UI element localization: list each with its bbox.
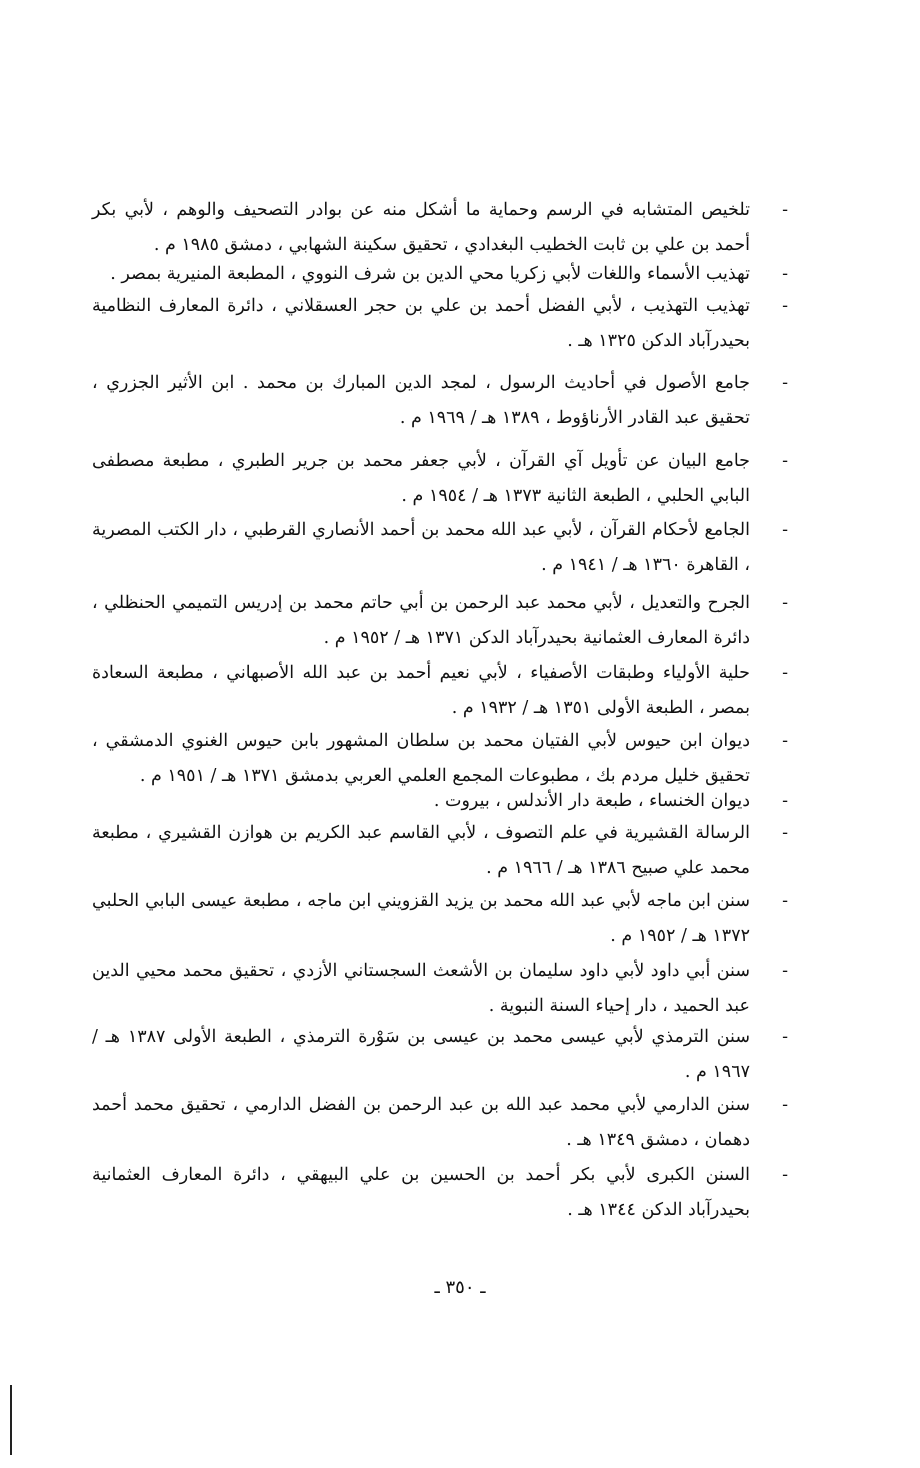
entry-text: ديوان الخنساء ، طبعة دار الأندلس ، بيروت . [433, 791, 750, 811]
entry-text: سنن الترمذي لأبي عيسى محمد بن عيسى بن سَوْرة الترمذي ، الطبعة الأولى ١٣٨٧ هـ / ١٩٦٧ م . [92, 1027, 750, 1082]
bibliography-entry [92, 1020, 788, 1090]
bibliography-entry [92, 586, 788, 656]
entry-bullet: - [782, 373, 788, 393]
entry-bullet: - [782, 791, 788, 811]
entry-text: جامع البيان عن تأويل آي القرآن ، لأبي جعفر محمد بن جرير الطبري ، مطبعة مصطفى البابي الحلبي ، الطبعة الثانية ١٣٧٣ هـ / ١٩٥٤ م . [92, 451, 750, 506]
entry-text: الجرح والتعديل ، لأبي محمد عبد الرحمن بن أبي حاتم محمد بن إدريس التميمي الحنظلي ، دائرة المعارف العثمانية بحيدرآباد الدكن ١٣٧١ هـ / ١٩٥٢ م . [92, 593, 750, 648]
entry-text: ديوان ابن حيوس لأبي الفتيان محمد بن سلطان المشهور بابن حيوس الغنوي الدمشقي ، تحقيق خليل مردم بك ، مطبوعات المجمع العلمي العربي بدمشق ١٣٧١ هـ / ١٩٥١ م . [92, 731, 750, 786]
entry-text: جامع الأصول في أحاديث الرسول ، لمجد الدين المبارك بن محمد . ابن الأثير الجزري ، تحقيق عبد القادر الأرناؤوط ، ١٣٨٩ هـ / ١٩٦٩ م . [92, 373, 750, 428]
bibliography-entry [92, 784, 788, 819]
entry-text: تهذيب التهذيب ، لأبي الفضل أحمد بن علي بن حجر العسقلاني ، دائرة المعارف النظامية بحيدرآباد الدكن ١٣٢٥ هـ . [92, 296, 750, 351]
entry-bullet: - [782, 823, 788, 843]
entry-bullet: - [782, 731, 788, 751]
bibliography-entry [92, 444, 788, 514]
entry-bullet: - [782, 1095, 788, 1115]
entry-text: سنن ابن ماجه لأبي عبد الله محمد بن يزيد القزويني ابن ماجه ، مطبعة عيسى البابي الحلبي ١٣٧٢ هـ / ١٩٥٢ م . [92, 891, 750, 946]
entry-bullet: - [782, 961, 788, 981]
entry-bullet: - [782, 891, 788, 911]
bibliography-entry [92, 193, 788, 263]
bibliography-entry [92, 656, 788, 726]
entry-bullet: - [782, 451, 788, 471]
entry-text: الرسالة القشيرية في علم التصوف ، لأبي القاسم عبد الكريم بن هوازن القشيري ، مطبعة محمد علي صبيح ١٣٨٦ هـ / ١٩٦٦ م . [92, 823, 750, 878]
entry-text: الجامع لأحكام القرآن ، لأبي عبد الله محمد بن أحمد الأنصاري القرطبي ، دار الكتب المصرية ، القاهرة ١٣٦٠ هـ / ١٩٤١ م . [92, 520, 750, 575]
entry-bullet: - [782, 663, 788, 683]
bibliography-entry [92, 884, 788, 954]
page-number: ـ ٣٥٠ ـ [434, 1277, 486, 1298]
bibliography-entry [92, 366, 788, 436]
entry-bullet: - [782, 296, 788, 316]
entry-bullet: - [782, 520, 788, 540]
entry-bullet: - [782, 264, 788, 284]
entry-bullet: - [782, 593, 788, 613]
margin-line [10, 1385, 12, 1455]
bibliography-entry [92, 816, 788, 886]
entry-bullet: - [782, 200, 788, 220]
entry-text: سنن أبي داود لأبي داود سليمان بن الأشعث السجستاني الأزدي ، تحقيق محمد محيي الدين عبد الحميد ، دار إحياء السنة النبوية . [92, 961, 750, 1016]
bibliography-entry [92, 1088, 788, 1158]
entry-bullet: - [782, 1027, 788, 1047]
bibliography-entry [92, 513, 788, 583]
entry-text: حلية الأولياء وطبقات الأصفياء ، لأبي نعيم أحمد بن عبد الله الأصبهاني ، مطبعة السعادة بمصر ، الطبعة الأولى ١٣٥١ هـ / ١٩٣٢ م . [92, 663, 750, 718]
bibliography-entry [92, 289, 788, 359]
entry-bullet: - [782, 1165, 788, 1185]
entry-text: السنن الكبرى لأبي بكر أحمد بن الحسين بن علي البيهقي ، دائرة المعارف العثمانية بحيدرآباد الدكن ١٣٤٤ هـ . [92, 1165, 750, 1220]
bibliography-entry [92, 954, 788, 1024]
bibliography-entry [92, 257, 788, 292]
entry-text: تلخيص المتشابه في الرسم وحماية ما أشكل منه عن بوادر التصحيف والوهم ، لأبي بكر أحمد بن علي بن ثابت الخطيب البغدادي ، تحقيق سكينة الشهابي ، دمشق ١٩٨٥ م . [92, 200, 750, 255]
bibliography-list [92, 193, 788, 1228]
bibliography-entry [92, 1158, 788, 1228]
entry-text: تهذيب الأسماء واللغات لأبي زكريا محي الدين بن شرف النووي ، المطبعة المنيرية بمصر . [110, 264, 750, 284]
entry-text: سنن الدارمي لأبي محمد عبد الله بن عبد الرحمن بن الفضل الدارمي ، تحقيق محمد أحمد دهمان ، دمشق ١٣٤٩ هـ . [92, 1095, 750, 1150]
